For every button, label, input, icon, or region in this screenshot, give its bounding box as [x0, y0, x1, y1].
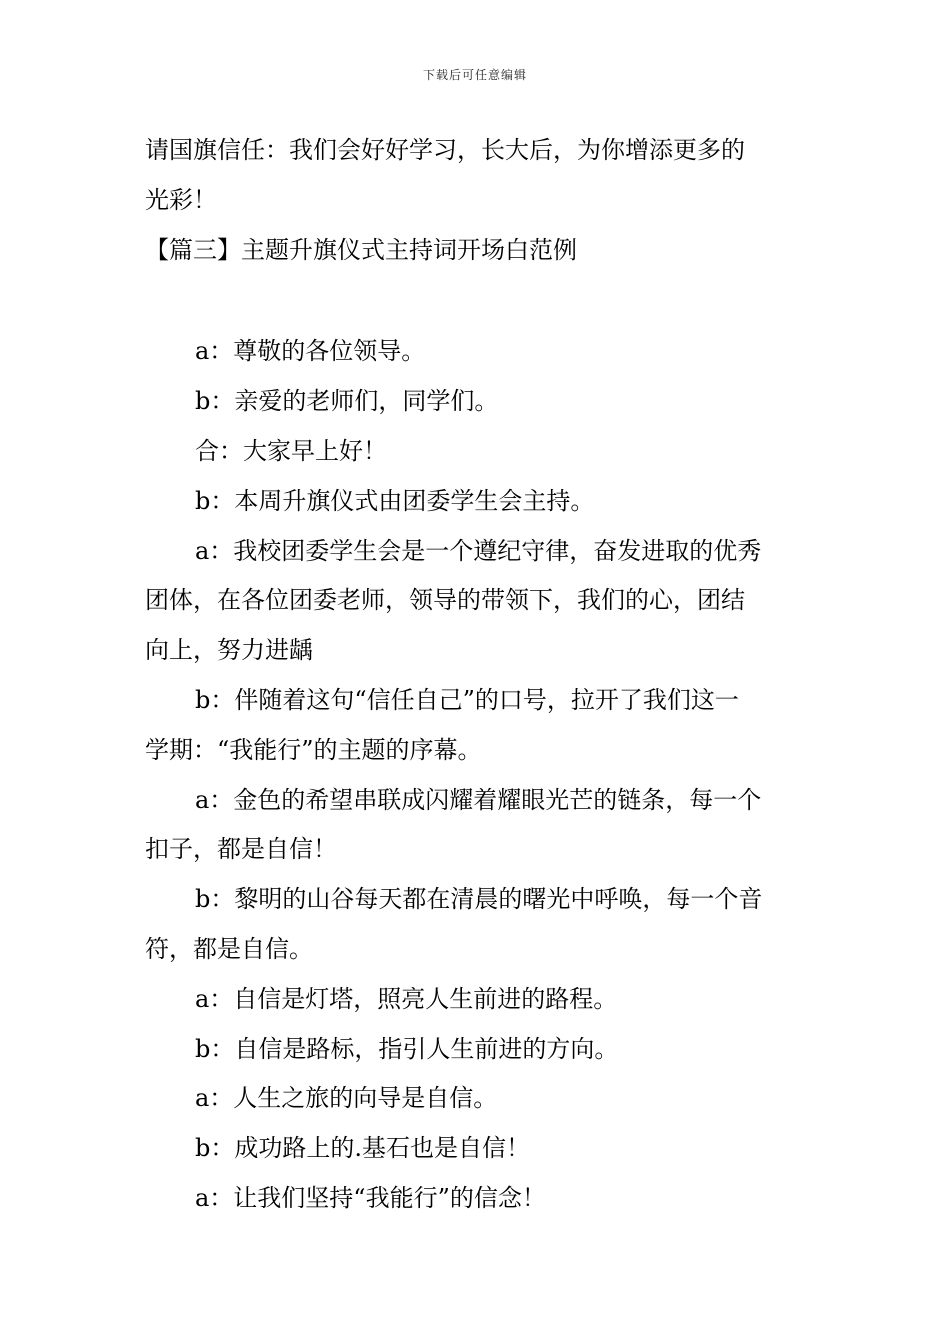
text-line: 学期：“我能行”的主题的序幕。	[145, 735, 482, 764]
text-line: a：尊敬的各位领导。	[195, 337, 426, 366]
text-line: b：成功路上的.基石也是自信！	[195, 1134, 530, 1163]
text-line: 合：大家早上好！	[195, 436, 387, 465]
text-line: b：本周升旗仪式由团委学生会主持。	[195, 486, 595, 515]
text-line: b：自信是路标，指引人生前进的方向。	[195, 1034, 619, 1063]
text-line: a：让我们坚持“我能行”的信念！	[195, 1183, 546, 1212]
text-line: 符，都是自信。	[145, 934, 313, 963]
text-line: b：伴随着这句“信任自己”的口号，拉开了我们这一	[195, 685, 739, 714]
text-line: a：金色的希望串联成闪耀着耀眼光芒的链条，每一个	[195, 785, 762, 814]
document-body	[145, 126, 810, 1224]
spacer	[145, 275, 810, 327]
text-line: 光彩！	[145, 185, 217, 214]
text-line: a：自信是灯塔，照亮人生前进的路程。	[195, 984, 618, 1013]
text-line: b：黎明的山谷每天都在清晨的曙光中呼唤，每一个音	[195, 885, 763, 914]
page-header: 下载后可任意编辑	[422, 68, 527, 82]
text-line: 扣子，都是自信！	[145, 835, 337, 864]
text-line: a：我校团委学生会是一个遵纪守律，奋发进取的优秀	[195, 536, 762, 565]
section-heading: 【篇三】主题升旗仪式主持词开场白范例	[145, 235, 577, 264]
text-line: b：亲爱的老师们，同学们。	[195, 387, 499, 416]
text-line: 团体，在各位团委老师，领导的带领下，我们的心，团结	[145, 586, 745, 615]
text-line: a：人生之旅的向导是自信。	[195, 1084, 498, 1113]
text-line: 请国旗信任：我们会好好学习，长大后，为你增添更多的	[145, 136, 745, 164]
text-line: 向上，努力进龋	[145, 636, 313, 665]
